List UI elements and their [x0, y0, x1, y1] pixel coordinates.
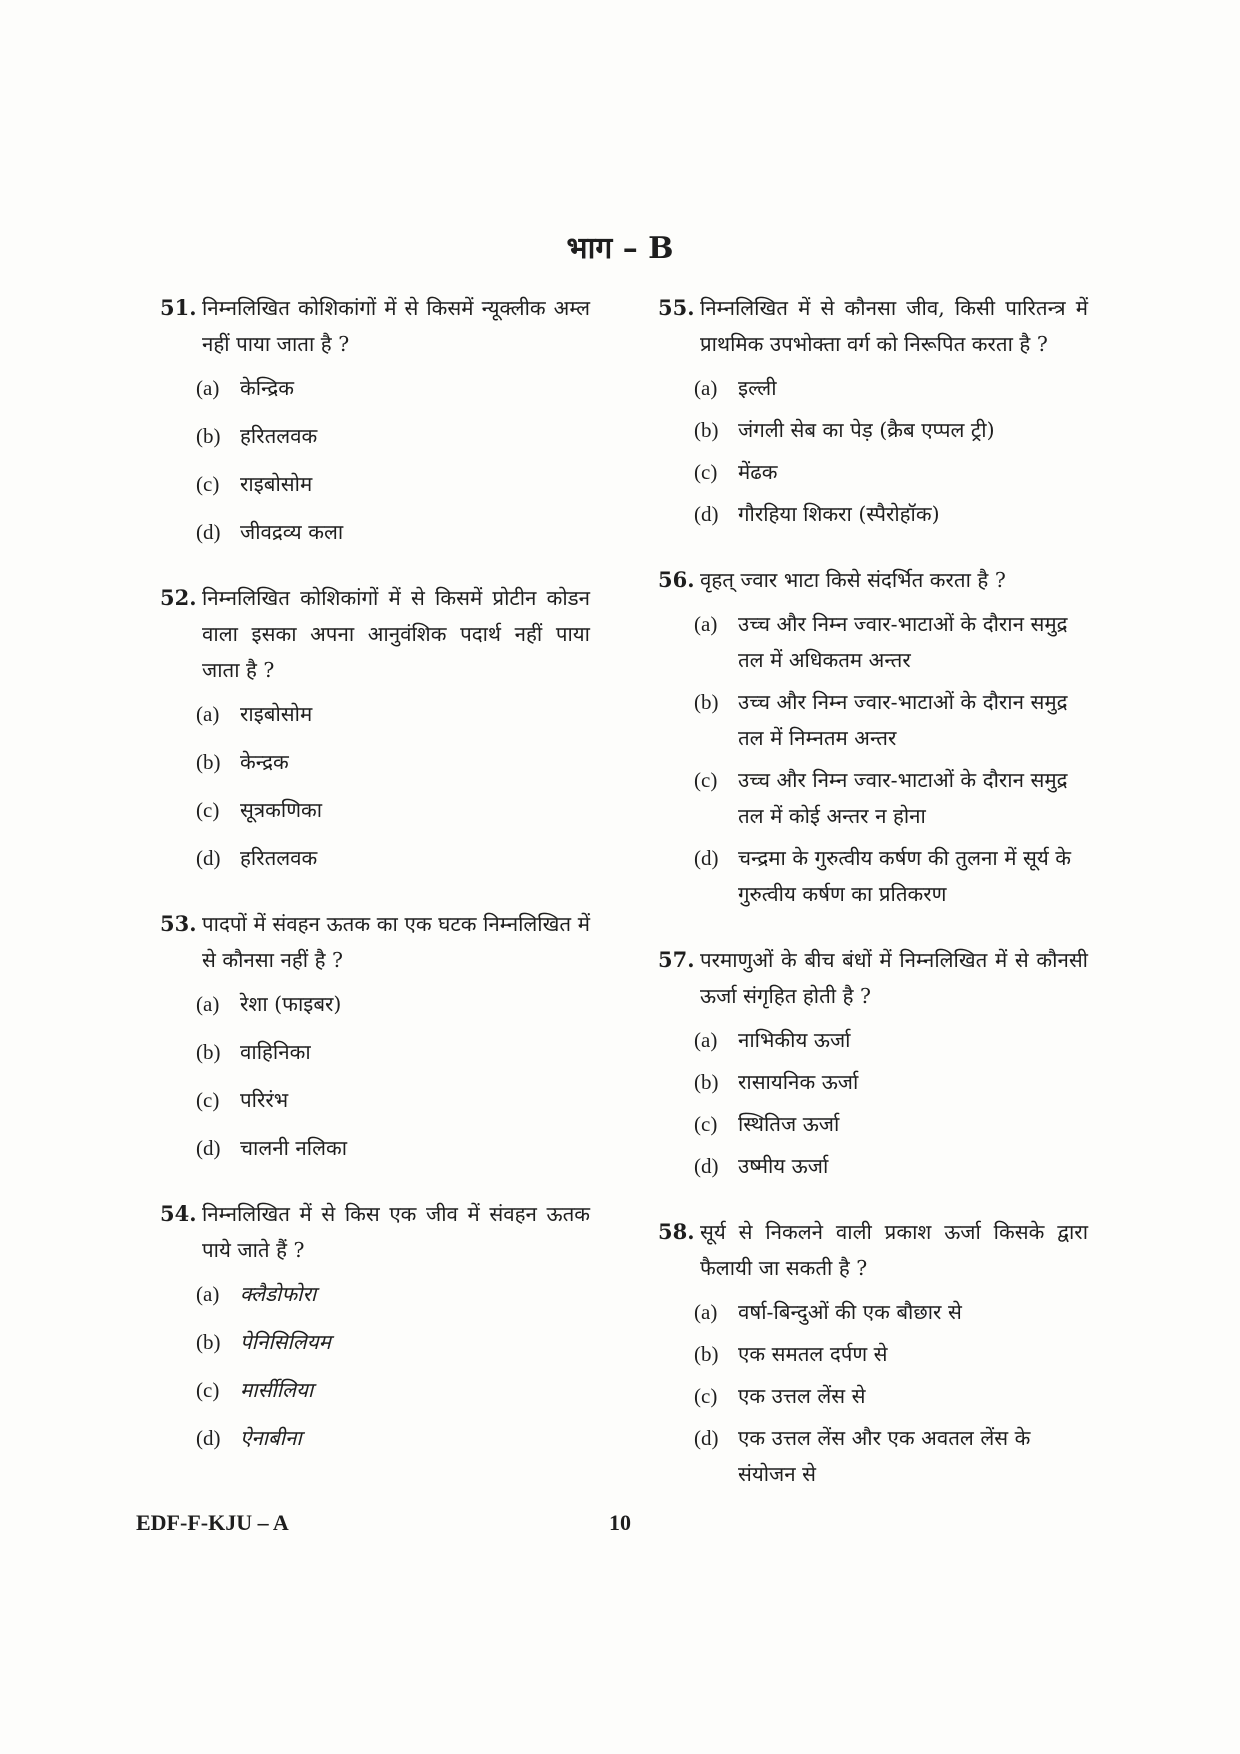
option — [694, 1064, 1088, 1100]
option — [694, 1420, 1088, 1492]
option — [196, 696, 590, 732]
question-text: परमाणुओं के बीच बंधों में निम्नलिखित में से कौनसी ऊर्जा संगृहित होती है ? — [700, 948, 1088, 1008]
option-label: (d) — [196, 520, 221, 544]
option-text: गौरहिया शिकरा (स्पैरोहॉक) — [738, 502, 940, 526]
option-text: रेशा (फाइबर) — [240, 992, 342, 1016]
question-51 — [160, 290, 590, 550]
question-text: पादपों में संवहन ऊतक का एक घटक निम्नलिखित में से कौनसा नहीं है ? — [202, 912, 590, 972]
option-label: (b) — [196, 1330, 221, 1354]
option-text: चन्द्रमा के गुरुत्वीय कर्षण की तुलना में सूर्य के गुरुत्वीय कर्षण का प्रतिकरण — [738, 846, 1072, 906]
option-label: (a) — [196, 992, 220, 1016]
option-label: (a) — [694, 612, 718, 636]
option-text: वर्षा-बिन्दुओं की एक बौछार से — [738, 1300, 962, 1324]
option-text: मेंढक — [738, 460, 778, 484]
option — [196, 1130, 590, 1166]
option-text: रासायनिक ऊर्जा — [738, 1070, 859, 1094]
option-label: (c) — [694, 1384, 718, 1408]
option-text: परिरंभ — [240, 1088, 289, 1112]
question-text: निम्नलिखित कोशिकांगों में से किसमें न्यूक्लीक अम्ल नहीं पाया जाता है ? — [202, 296, 590, 356]
option-label: (b) — [694, 690, 719, 714]
option — [694, 1148, 1088, 1184]
page-number: 10 — [609, 1510, 631, 1535]
option-label: (c) — [196, 798, 220, 822]
booklet-code: EDF-F-KJU – A — [136, 1510, 289, 1535]
option-text: वाहिनिका — [240, 1040, 311, 1064]
option — [196, 1372, 590, 1408]
left-column — [160, 290, 590, 1486]
option-text: राइबोसोम — [240, 702, 313, 726]
question-53 — [160, 906, 590, 1166]
question-56 — [658, 562, 1088, 912]
question-55 — [658, 290, 1088, 532]
question-text: वृहत् ज्वार भाटा किसे संदर्भित करता है ? — [700, 568, 1006, 592]
option-text: एक समतल दर्पण से — [738, 1342, 888, 1366]
option — [196, 1082, 590, 1118]
option-label: (d) — [694, 502, 719, 526]
question-number: 57. — [658, 947, 695, 972]
option-text: हरितलवक — [240, 846, 318, 870]
option-text: नाभिकीय ऊर्जा — [738, 1028, 851, 1052]
option-label: (c) — [694, 460, 718, 484]
option-text: जीवद्रव्य कला — [240, 520, 344, 544]
option — [694, 1106, 1088, 1142]
option-text: एक उत्तल लेंस और एक अवतल लेंस के संयोजन से — [738, 1426, 1031, 1486]
option-label: (a) — [196, 702, 220, 726]
question-text: निम्नलिखित में से कौनसा जीव, किसी पारितन्त्र में प्राथमिक उपभोक्ता वर्ग को निरूपित करता है ? — [700, 296, 1088, 356]
option-label: (b) — [694, 1342, 719, 1366]
option-label: (b) — [196, 750, 221, 774]
question-number: 55. — [658, 295, 695, 320]
option-label: (b) — [196, 424, 221, 448]
option — [196, 370, 590, 406]
option-label: (a) — [196, 1282, 220, 1306]
option — [196, 986, 590, 1022]
option-label: (c) — [196, 472, 220, 496]
question-number: 52. — [160, 585, 197, 610]
option-label: (d) — [694, 846, 719, 870]
section-title: भाग – B — [566, 231, 674, 266]
option-label: (a) — [694, 1300, 718, 1324]
option — [196, 466, 590, 502]
option — [694, 454, 1088, 490]
option — [196, 1324, 590, 1360]
option-label: (a) — [196, 376, 220, 400]
option-label: (c) — [694, 768, 718, 792]
option-text: सूत्रकणिका — [240, 798, 323, 822]
option-label: (a) — [694, 1028, 718, 1052]
question-54 — [160, 1196, 590, 1456]
option — [694, 762, 1088, 834]
option-label: (d) — [196, 1136, 221, 1160]
question-number: 51. — [160, 295, 197, 320]
option-text: उच्च और निम्न ज्वार-भाटाओं के दौरान समुद्र तल में कोई अन्तर न होना — [738, 768, 1068, 828]
option-text: इल्ली — [738, 376, 777, 400]
option — [694, 412, 1088, 448]
option-label: (c) — [196, 1378, 220, 1402]
option — [694, 1022, 1088, 1058]
option-text: एक उत्तल लेंस से — [738, 1384, 866, 1408]
option-label: (d) — [196, 1426, 221, 1450]
right-column — [658, 290, 1088, 1522]
option-text: ऐनाबीना — [240, 1426, 302, 1450]
option-label: (c) — [694, 1112, 718, 1136]
option — [694, 370, 1088, 406]
option-text: चालनी नलिका — [240, 1136, 348, 1160]
option — [196, 1034, 590, 1070]
option — [196, 744, 590, 780]
question-number: 58. — [658, 1219, 695, 1244]
option — [694, 1336, 1088, 1372]
question-number: 53. — [160, 911, 197, 936]
option — [694, 606, 1088, 678]
option — [196, 1420, 590, 1456]
option — [694, 840, 1088, 912]
option — [196, 840, 590, 876]
option-label: (b) — [694, 1070, 719, 1094]
option — [196, 1276, 590, 1312]
question-58 — [658, 1214, 1088, 1492]
option-text: उच्च और निम्न ज्वार-भाटाओं के दौरान समुद्र तल में अधिकतम अन्तर — [738, 612, 1068, 672]
option-label: (a) — [694, 376, 718, 400]
question-text: सूर्य से निकलने वाली प्रकाश ऊर्जा किसके द्वारा फैलायी जा सकती है ? — [700, 1220, 1088, 1280]
option — [196, 514, 590, 550]
option — [694, 1294, 1088, 1330]
question-52 — [160, 580, 590, 876]
option — [694, 496, 1088, 532]
option-text: केन्द्रिक — [240, 376, 295, 400]
option-text: उच्च और निम्न ज्वार-भाटाओं के दौरान समुद्र तल में निम्नतम अन्तर — [738, 690, 1068, 750]
option — [694, 684, 1088, 756]
question-57 — [658, 942, 1088, 1184]
option-label: (d) — [694, 1426, 719, 1450]
option-text: मार्सीलिया — [240, 1378, 314, 1402]
option-text: पेनिसिलियम — [240, 1330, 331, 1354]
option-text: राइबोसोम — [240, 472, 313, 496]
option-label: (d) — [196, 846, 221, 870]
question-number: 54. — [160, 1201, 197, 1226]
option — [196, 418, 590, 454]
question-text: निम्नलिखित कोशिकांगों में से किसमें प्रोटीन कोडन वाला इसका अपना आनुवंशिक पदार्थ नहीं पाया जाता है ? — [202, 586, 590, 682]
option-text: स्थितिज ऊर्जा — [738, 1112, 840, 1136]
option-text: जंगली सेब का पेड़ (क्रैब एप्पल ट्री) — [738, 418, 995, 442]
question-text: निम्नलिखित में से किस एक जीव में संवहन ऊतक पाये जाते हैं ? — [202, 1202, 590, 1262]
option-label: (d) — [694, 1154, 719, 1178]
option-text: हरितलवक — [240, 424, 318, 448]
option-text: केन्द्रक — [240, 750, 289, 774]
question-number: 56. — [658, 567, 695, 592]
option-label: (b) — [196, 1040, 221, 1064]
option-label: (c) — [196, 1088, 220, 1112]
option — [196, 792, 590, 828]
option-text: क्लैडोफोरा — [240, 1282, 317, 1306]
option-label: (b) — [694, 418, 719, 442]
option — [694, 1378, 1088, 1414]
option-text: उष्मीय ऊर्जा — [738, 1154, 829, 1178]
